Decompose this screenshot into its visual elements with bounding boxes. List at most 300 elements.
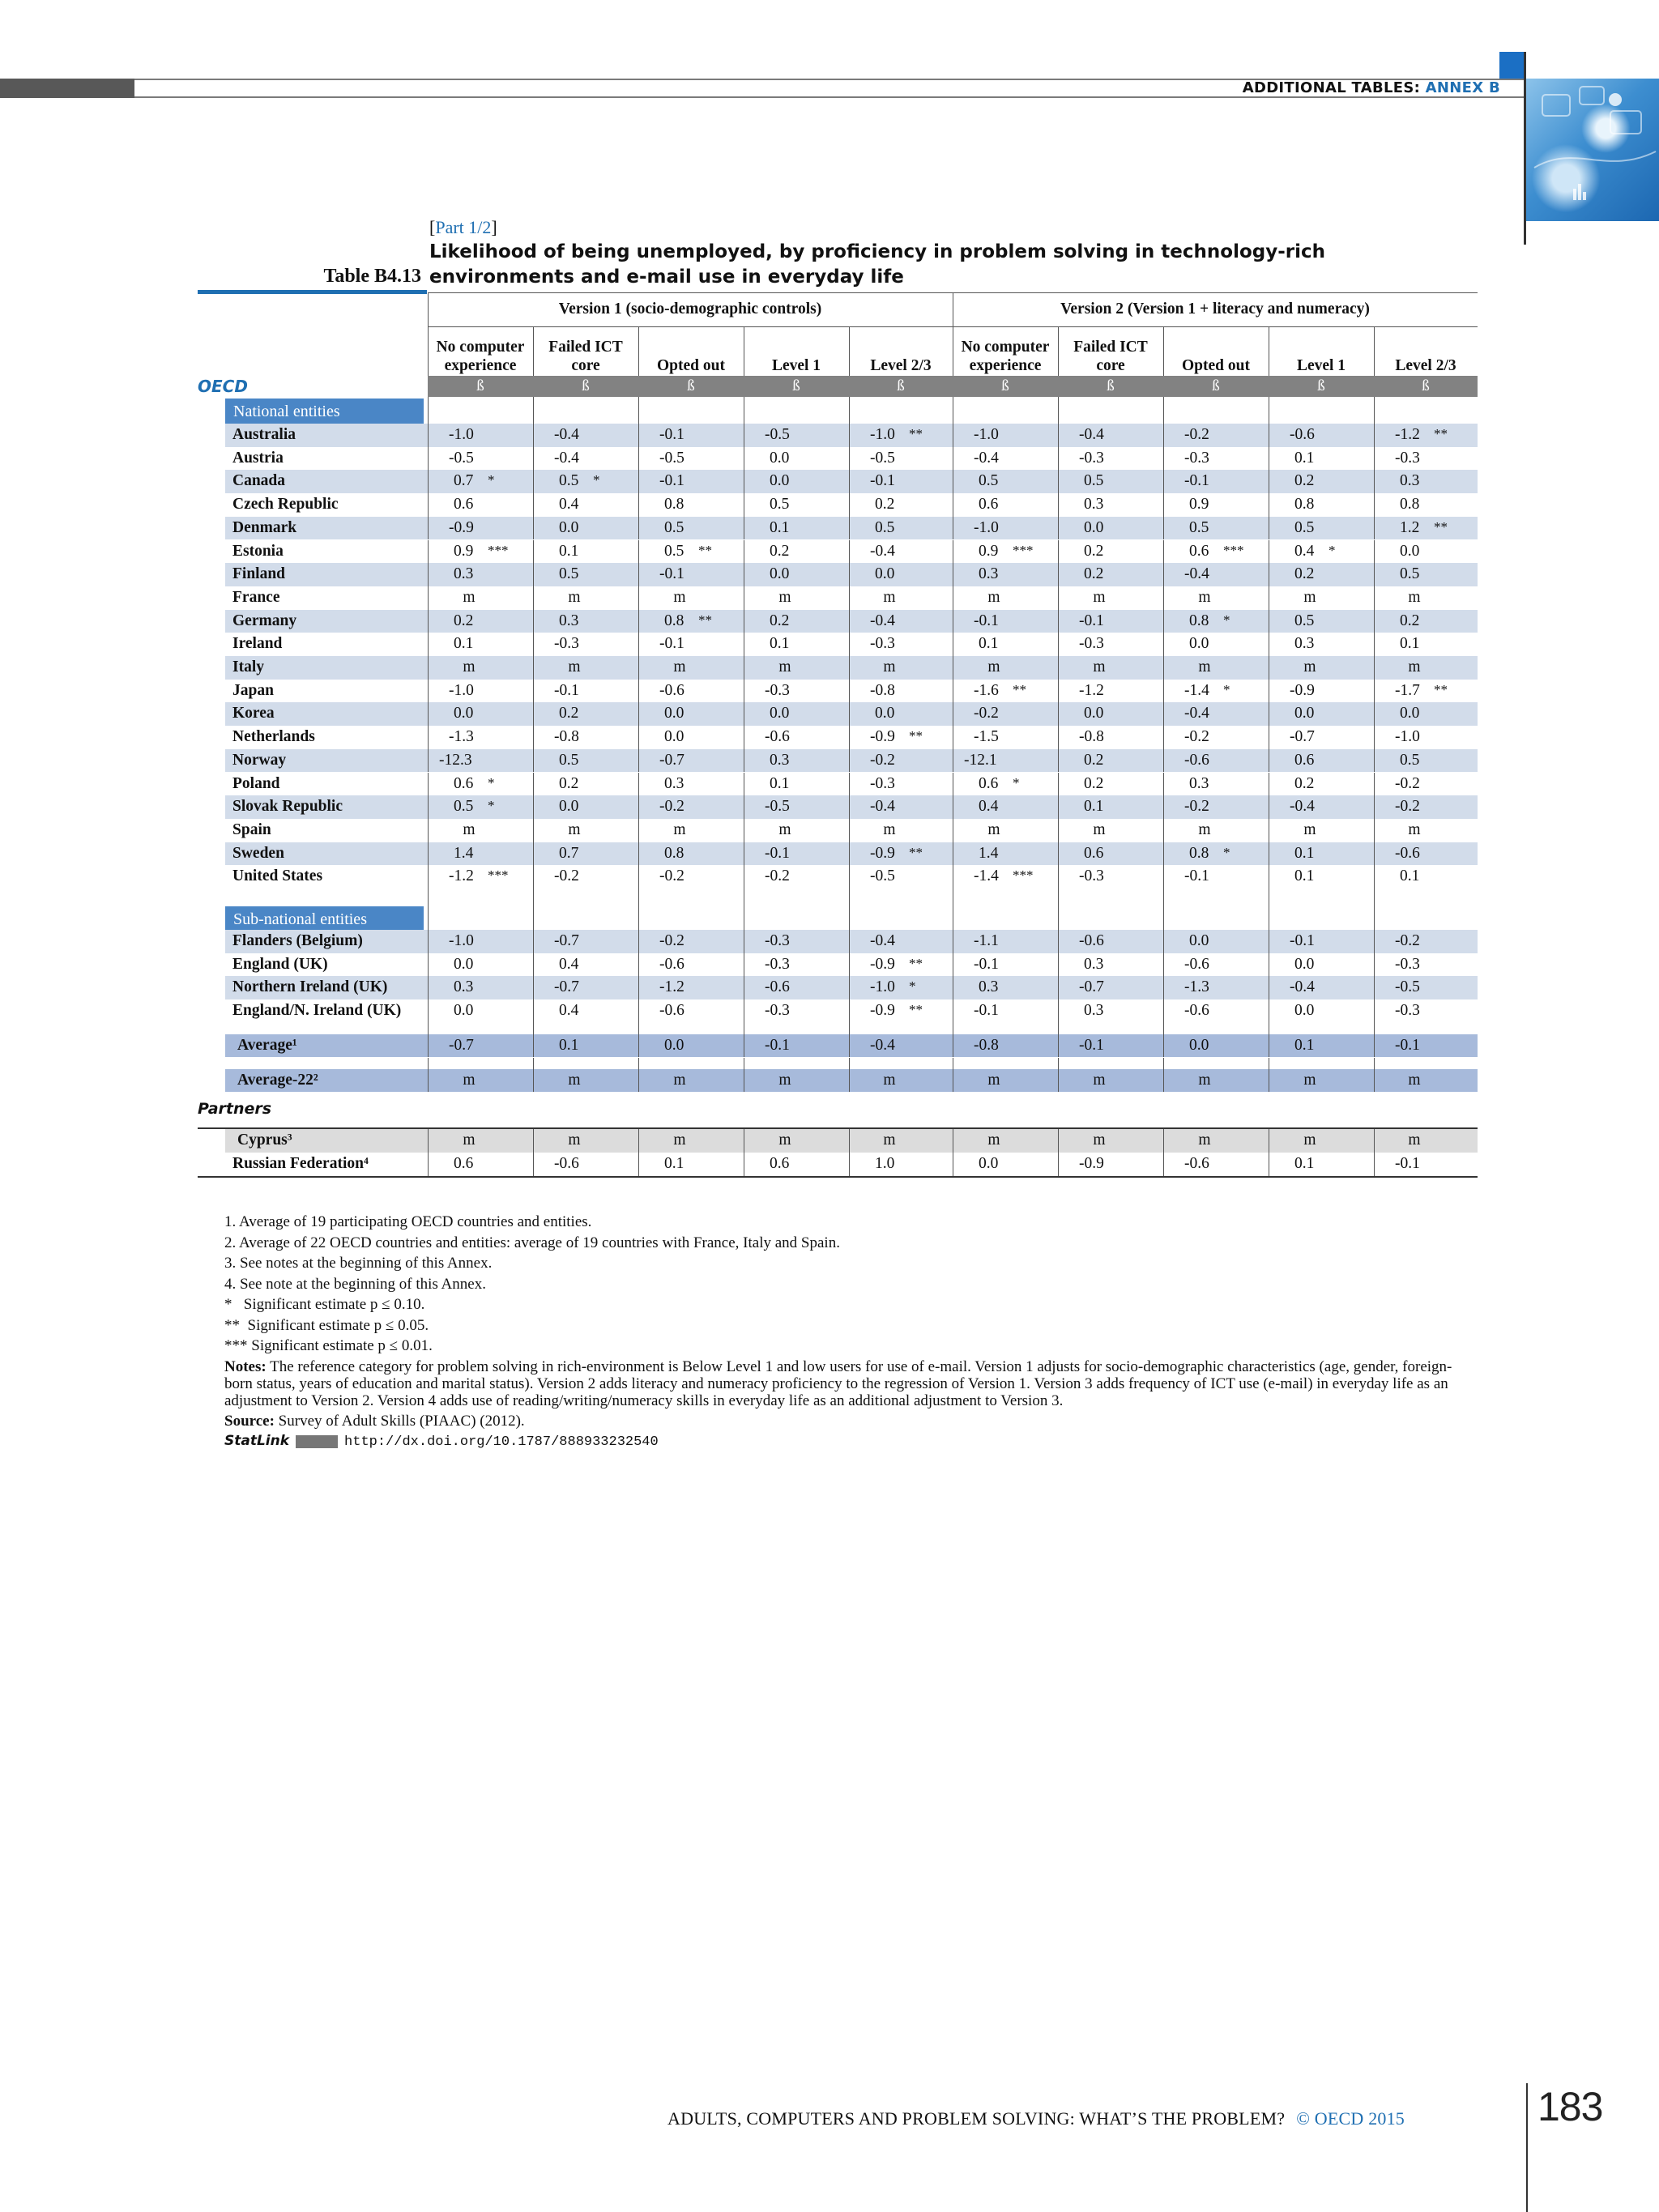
column-divider <box>428 292 429 376</box>
table-cell: m <box>463 588 476 606</box>
column-divider <box>1374 702 1375 726</box>
table-cell: 0.4 <box>559 496 579 514</box>
table-cell: -0.3 <box>1079 635 1104 653</box>
table-cell: 0.1 <box>1400 635 1420 653</box>
table-cell: 0.2 <box>1400 612 1420 629</box>
table-cell: 0.5 <box>1189 518 1209 536</box>
table-row <box>225 1153 1478 1176</box>
column-divider <box>533 563 534 586</box>
column-divider <box>1163 424 1164 447</box>
table-cell: -0.1 <box>659 426 684 443</box>
table-cell: m <box>1093 1071 1106 1089</box>
column-divider <box>849 889 850 905</box>
table-cell: 0.1 <box>1294 1036 1315 1054</box>
column-divider <box>1163 1058 1164 1069</box>
table-cell: -0.1 <box>1395 1154 1420 1172</box>
column-divider <box>1058 1034 1059 1058</box>
title-accent-rule <box>198 290 427 294</box>
table-cell: -0.2 <box>1184 728 1209 746</box>
column-divider <box>638 953 639 977</box>
column-divider <box>428 726 429 749</box>
row-label-cyprus: Cyprus³ <box>237 1132 292 1149</box>
column-divider <box>428 1058 429 1069</box>
table-cell: -1.2 <box>659 978 684 996</box>
significance-marker: * <box>1223 612 1230 628</box>
column-divider <box>638 397 639 424</box>
table-cell: 1.4 <box>454 844 474 862</box>
column-divider <box>638 1129 639 1153</box>
table-cell: -0.3 <box>1395 1002 1420 1020</box>
column-divider <box>1374 493 1375 517</box>
table-cell: 0.5 <box>559 751 579 769</box>
column-divider <box>638 905 639 930</box>
table-cell: 0.1 <box>770 518 790 536</box>
table-row <box>225 517 1478 540</box>
table-cell: 0.2 <box>770 612 790 629</box>
table-cell: -0.1 <box>765 1036 790 1054</box>
column-divider <box>1058 726 1059 749</box>
column-divider <box>1374 749 1375 773</box>
column-divider <box>428 656 429 680</box>
table-cell: 0.8 <box>664 612 684 629</box>
table-cell: 0.0 <box>1294 705 1315 722</box>
column-divider <box>638 1069 639 1093</box>
table-cell: -0.3 <box>765 681 790 699</box>
partners-label: Partners <box>198 1100 272 1119</box>
column-divider <box>428 1129 429 1153</box>
column-header-v2-level-1: Level 1 <box>1296 357 1346 374</box>
table-row <box>225 702 1478 726</box>
significance-marker: * <box>909 978 916 995</box>
table-cell: -0.3 <box>1184 449 1209 467</box>
column-divider <box>1163 842 1164 866</box>
column-divider <box>638 493 639 517</box>
table-cell: m <box>778 1071 791 1089</box>
column-divider <box>1374 953 1375 977</box>
column-divider <box>533 999 534 1023</box>
running-header <box>1243 80 1500 96</box>
table-cell: -0.7 <box>1290 728 1315 746</box>
table-cell: 0.0 <box>1084 705 1104 722</box>
column-divider <box>428 424 429 447</box>
column-divider <box>533 586 534 610</box>
column-divider <box>428 610 429 633</box>
statlink-logo-icon <box>296 1435 338 1448</box>
column-divider <box>533 493 534 517</box>
column-divider <box>1163 493 1164 517</box>
table-cell: 0.0 <box>979 1154 999 1172</box>
column-divider <box>428 470 429 493</box>
column-divider <box>849 930 850 953</box>
table-cell: m <box>987 820 1000 838</box>
table-cell: -0.2 <box>659 932 684 949</box>
column-divider <box>638 702 639 726</box>
table-row <box>225 470 1478 493</box>
column-divider <box>1374 842 1375 866</box>
table-cell: -0.6 <box>1079 932 1104 949</box>
column-divider <box>533 680 534 703</box>
significance-marker: * <box>1223 681 1230 697</box>
footnote-2: 2. Average of 22 OECD countries and entities: average of 19 countries with France, Italy and Spain. <box>224 1234 840 1251</box>
table-cell: 0.1 <box>770 774 790 792</box>
table-cell: 1.4 <box>979 844 999 862</box>
table-cell: 0.2 <box>770 542 790 560</box>
table-cell: -0.2 <box>1395 932 1420 949</box>
running-header-annex: ANNEX B <box>1425 79 1500 96</box>
table-row <box>225 563 1478 586</box>
row-label-england-n-ireland-uk: England/N. Ireland (UK) <box>232 1002 402 1020</box>
column-divider <box>638 726 639 749</box>
table-cell: m <box>1093 658 1106 676</box>
column-divider <box>1163 773 1164 796</box>
column-divider <box>849 1069 850 1093</box>
table-cell: 0.5 <box>559 565 579 583</box>
column-divider <box>638 1058 639 1069</box>
table-cell: m <box>1303 1071 1316 1089</box>
row-label-netherlands: Netherlands <box>232 728 315 746</box>
table-cell: -0.4 <box>870 542 895 560</box>
table-cell: m <box>987 1071 1000 1089</box>
table-cell: -0.2 <box>974 705 999 722</box>
table-cell: -1.0 <box>449 681 474 699</box>
table-cell: 0.3 <box>1189 774 1209 792</box>
table-cell: -0.2 <box>1184 426 1209 443</box>
column-divider <box>1374 424 1375 447</box>
table-cell: m <box>673 588 686 606</box>
column-divider <box>849 1129 850 1153</box>
table-cell: -0.3 <box>1395 955 1420 973</box>
row-label-denmark: Denmark <box>232 518 297 536</box>
column-divider <box>849 976 850 999</box>
table-cell: 0.5 <box>1294 612 1315 629</box>
table-cell: 0.0 <box>770 565 790 583</box>
column-divider <box>1058 865 1059 889</box>
table-cell: 0.3 <box>664 774 684 792</box>
table-cell: 0.8 <box>1189 612 1209 629</box>
table-cell: 0.4 <box>559 955 579 973</box>
column-divider <box>1163 470 1164 493</box>
table-cell: m <box>463 1132 476 1149</box>
column-divider <box>638 889 639 905</box>
table-cell: -0.1 <box>659 635 684 653</box>
column-divider <box>1058 470 1059 493</box>
column-header-v1-level-1: Level 1 <box>771 357 821 374</box>
table-cell: m <box>1093 1132 1106 1149</box>
row-label-average-22: Average-22² <box>237 1071 318 1089</box>
column-divider <box>638 586 639 610</box>
table-cell: m <box>1408 820 1421 838</box>
table-cell: 1.0 <box>875 1154 895 1172</box>
header-vertical-rule <box>1524 52 1526 245</box>
table-cell: m <box>1408 1071 1421 1089</box>
table-cell: -0.9 <box>1079 1154 1104 1172</box>
column-divider <box>428 842 429 866</box>
table-cell: m <box>463 658 476 676</box>
column-divider <box>1058 773 1059 796</box>
table-cell: 0.0 <box>559 798 579 816</box>
beta-symbol: ß <box>792 377 800 394</box>
table-cell: -1.4 <box>1184 681 1209 699</box>
table-cell: m <box>568 658 581 676</box>
table-cell: m <box>778 1132 791 1149</box>
column-divider <box>1058 563 1059 586</box>
column-divider <box>1058 586 1059 610</box>
column-divider <box>1374 656 1375 680</box>
column-divider <box>533 953 534 977</box>
table-cell: 0.2 <box>1294 774 1315 792</box>
table-cell: 1.2 <box>1400 518 1420 536</box>
table-cell: 0.2 <box>559 774 579 792</box>
column-divider <box>533 726 534 749</box>
statlink-url[interactable]: http://dx.doi.org/10.1787/888933232540 <box>344 1434 659 1450</box>
column-divider <box>638 865 639 889</box>
column-divider <box>1163 680 1164 703</box>
column-divider <box>428 953 429 977</box>
table-cell: -0.1 <box>1184 472 1209 490</box>
table-cell: 0.6 <box>454 1154 474 1172</box>
column-divider <box>428 1153 429 1176</box>
column-divider <box>1163 795 1164 819</box>
column-divider <box>428 1023 429 1034</box>
table-cell: -1.0 <box>870 426 895 443</box>
column-divider <box>849 470 850 493</box>
significance-marker: ** <box>1434 518 1448 535</box>
statlink <box>224 1431 1480 1453</box>
column-divider <box>533 842 534 866</box>
table-cell: m <box>463 820 476 838</box>
table-cell: 0.0 <box>1294 955 1315 973</box>
table-cell: m <box>568 1071 581 1089</box>
table-cell: -1.3 <box>449 728 474 746</box>
significance-marker: *** <box>1223 542 1244 558</box>
row-label-canada: Canada <box>232 472 286 490</box>
table-cell: m <box>1408 658 1421 676</box>
table-cell: 0.5 <box>1084 472 1104 490</box>
table-cell: -0.1 <box>659 565 684 583</box>
column-divider <box>1058 493 1059 517</box>
table-cell: m <box>463 1071 476 1089</box>
column-divider <box>849 447 850 471</box>
table-cell: 0.1 <box>770 635 790 653</box>
column-divider <box>428 749 429 773</box>
column-divider <box>849 610 850 633</box>
table-cell: -0.9 <box>870 844 895 862</box>
table-bottom-rule <box>198 1176 1478 1178</box>
table-cell: -0.1 <box>974 1002 999 1020</box>
column-divider <box>849 517 850 540</box>
table-cell: -0.9 <box>870 1002 895 1020</box>
table-cell: m <box>673 658 686 676</box>
column-header-v2-failed-ict-core: Failed ICT core <box>1073 339 1148 374</box>
table-cell: 0.5 <box>875 518 895 536</box>
table-cell: 0.5 <box>559 472 579 490</box>
table-cell: 0.7 <box>454 472 474 490</box>
column-divider <box>1374 1034 1375 1058</box>
table-cell: 0.1 <box>559 542 579 560</box>
column-divider <box>1163 326 1164 376</box>
table-cell: -0.1 <box>1079 1036 1104 1054</box>
table-cell: -0.1 <box>974 612 999 629</box>
table-cell: m <box>1303 1132 1316 1149</box>
column-header-v1-level-2-3: Level 2/3 <box>870 357 932 374</box>
table-cell: m <box>1198 658 1211 676</box>
column-divider <box>849 999 850 1023</box>
column-divider <box>1374 470 1375 493</box>
beta-symbol: ß <box>476 377 484 394</box>
table-cell: -0.9 <box>870 728 895 746</box>
column-divider <box>533 447 534 471</box>
table-cell: 0.0 <box>664 705 684 722</box>
table-cell: 0.0 <box>875 705 895 722</box>
table-cell: 0.6 <box>454 774 474 792</box>
column-divider <box>1058 680 1059 703</box>
significance-marker: ** <box>1013 681 1026 697</box>
column-divider <box>1163 1129 1164 1153</box>
column-divider <box>638 540 639 564</box>
table-cell: 0.3 <box>1084 496 1104 514</box>
table-cell: m <box>1093 588 1106 606</box>
row-label-slovak-republic: Slovak Republic <box>232 798 343 816</box>
table-cell: -1.1 <box>974 932 999 949</box>
table-cell: -0.3 <box>1395 449 1420 467</box>
header-blue-square <box>1499 52 1524 79</box>
column-divider <box>428 680 429 703</box>
column-divider <box>1374 1129 1375 1153</box>
column-divider <box>1058 999 1059 1023</box>
table-cell: 0.0 <box>454 955 474 973</box>
table-cell: 0.6 <box>770 1154 790 1172</box>
column-header-v1-failed-ict-core: Failed ICT core <box>548 339 623 374</box>
table-cell: -0.4 <box>1290 978 1315 996</box>
row-label-germany: Germany <box>232 612 297 629</box>
column-divider <box>533 517 534 540</box>
row-label-average: Average¹ <box>237 1036 297 1054</box>
table-cell: -0.4 <box>1184 705 1209 722</box>
table-cell: m <box>778 658 791 676</box>
column-divider <box>849 819 850 842</box>
table-cell: -0.3 <box>1079 449 1104 467</box>
column-header-v2-opted-out: Opted out <box>1182 357 1250 374</box>
table-cell: -0.6 <box>659 681 684 699</box>
row-label-united-states: United States <box>232 867 323 885</box>
table-cell: -0.2 <box>870 751 895 769</box>
table-cell: m <box>883 1071 896 1089</box>
table-cell: -0.2 <box>659 798 684 816</box>
table-cell: -0.2 <box>554 867 579 885</box>
column-divider <box>533 656 534 680</box>
table-cell: -0.1 <box>974 955 999 973</box>
running-header-prefix: ADDITIONAL TABLES: <box>1242 79 1426 96</box>
column-divider <box>638 680 639 703</box>
source-text: Survey of Adult Skills (PIAAC) (2012). <box>274 1412 525 1430</box>
table-cell: m <box>673 820 686 838</box>
column-divider <box>533 795 534 819</box>
table-cell: 0.6 <box>454 496 474 514</box>
column-divider <box>1374 633 1375 656</box>
table-cell: m <box>1408 588 1421 606</box>
column-divider <box>1058 905 1059 930</box>
column-divider <box>428 999 429 1023</box>
table-cell: 0.8 <box>1400 496 1420 514</box>
table-cell: -1.3 <box>1184 978 1209 996</box>
row-label-japan: Japan <box>232 681 274 699</box>
table-cell: m <box>1198 1132 1211 1149</box>
table-cell: -0.3 <box>765 1002 790 1020</box>
table-cell: -0.6 <box>765 728 790 746</box>
column-divider <box>428 976 429 999</box>
table-cell: 0.0 <box>770 449 790 467</box>
table-cell: -0.4 <box>554 449 579 467</box>
row-label-czech-republic: Czech Republic <box>232 496 339 514</box>
group-header-version-1: Version 1 (socio-demographic controls) <box>558 300 822 318</box>
table-cell: -0.4 <box>870 1036 895 1054</box>
beta-symbol: ß <box>1212 377 1220 394</box>
table-cell: -0.5 <box>1395 978 1420 996</box>
column-divider <box>428 795 429 819</box>
column-divider <box>1374 819 1375 842</box>
column-divider <box>849 1153 850 1176</box>
table-cell: m <box>1198 820 1211 838</box>
column-divider <box>1058 795 1059 819</box>
column-divider <box>428 930 429 953</box>
column-divider <box>849 749 850 773</box>
table-cell: -0.4 <box>1184 565 1209 583</box>
table-cell: 0.5 <box>664 542 684 560</box>
column-divider <box>1374 726 1375 749</box>
table-cell: 0.3 <box>1084 955 1104 973</box>
column-divider <box>1163 1034 1164 1058</box>
column-divider <box>638 842 639 866</box>
table-notes <box>224 1212 1480 1453</box>
column-divider <box>1058 1153 1059 1176</box>
footnote-4: 4. See note at the beginning of this Annex. <box>224 1275 486 1293</box>
column-divider <box>1374 999 1375 1023</box>
table-cell: m <box>1408 1132 1421 1149</box>
table-cell: 0.6 <box>979 496 999 514</box>
table-cell: 0.3 <box>1294 635 1315 653</box>
significance-marker: *** <box>488 542 509 558</box>
table-cell: 0.6 <box>979 774 999 792</box>
column-divider <box>533 930 534 953</box>
column-divider <box>533 702 534 726</box>
table-cell: 0.5 <box>1400 751 1420 769</box>
column-divider <box>1058 540 1059 564</box>
table-cell: m <box>568 588 581 606</box>
table-cell: 0.7 <box>559 844 579 862</box>
table-cell: -0.5 <box>870 867 895 885</box>
table-cell: -0.1 <box>1184 867 1209 885</box>
significance-note-2: ** Significant estimate p ≤ 0.05. <box>224 1316 429 1334</box>
table-cell: m <box>883 658 896 676</box>
table-cell: -0.7 <box>554 932 579 949</box>
table-cell: -1.5 <box>974 728 999 746</box>
header-dark-bar <box>0 79 134 98</box>
column-divider <box>1374 517 1375 540</box>
table-cell: 0.1 <box>1294 1154 1315 1172</box>
table-cell: 0.2 <box>875 496 895 514</box>
column-divider <box>533 540 534 564</box>
row-label-ireland: Ireland <box>232 635 283 653</box>
column-divider <box>1058 953 1059 977</box>
table-cell: -0.1 <box>554 681 579 699</box>
column-divider <box>1163 953 1164 977</box>
table-cell: m <box>778 588 791 606</box>
significance-marker: *** <box>488 867 509 884</box>
column-divider <box>638 930 639 953</box>
column-divider <box>428 517 429 540</box>
table-row <box>225 930 1478 953</box>
table-cell: 0.3 <box>979 978 999 996</box>
